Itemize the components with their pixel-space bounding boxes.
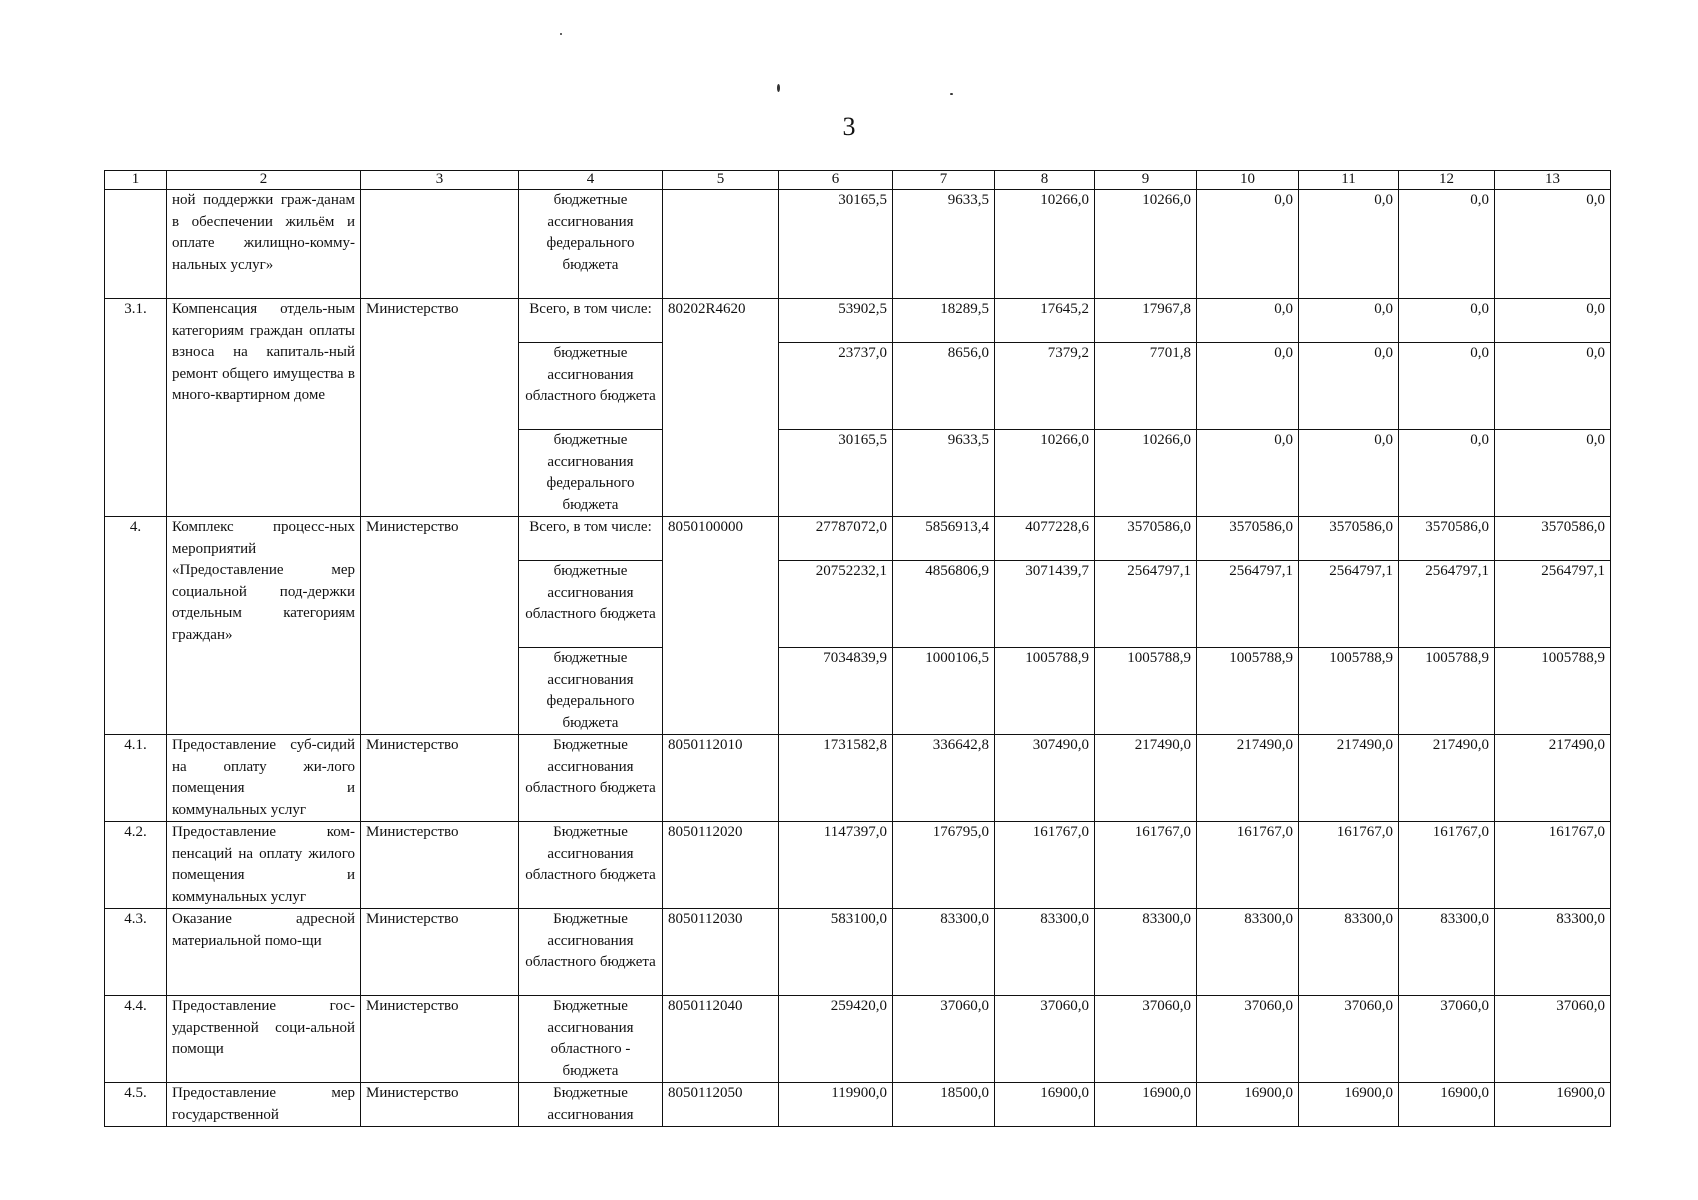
amount-cell: 83300,0	[893, 909, 995, 996]
budget-code: 8050112020	[663, 822, 779, 909]
funding-source: бюджетные ассигнования областного бюджета	[519, 343, 663, 430]
funding-source: бюджетные ассигнования федерального бюджета	[519, 190, 663, 299]
amount-cell: 5856913,4	[893, 517, 995, 561]
amount-cell: 3071439,7	[995, 561, 1095, 648]
amount-cell: 37060,0	[1095, 996, 1197, 1083]
funding-source: Всего, в том числе:	[519, 299, 663, 343]
amount-cell: 217490,0	[1197, 735, 1299, 822]
measure-name: Предоставление ком-пенсаций на оплату жилого помещения и коммунальных услуг	[167, 822, 361, 909]
col-header: 11	[1299, 171, 1399, 190]
amount-cell: 0,0	[1197, 190, 1299, 299]
amount-cell: 7379,2	[995, 343, 1095, 430]
scan-speck	[777, 84, 780, 92]
funding-source: Бюджетные ассигнования областного - бюджета	[519, 996, 663, 1083]
table-row	[105, 190, 1611, 299]
amount-cell: 0,0	[1299, 299, 1399, 343]
amount-cell: 161767,0	[1495, 822, 1611, 909]
amount-cell: 37060,0	[1197, 996, 1299, 1083]
amount-cell: 2564797,1	[1299, 561, 1399, 648]
amount-cell: 1005788,9	[1399, 648, 1495, 735]
executor: Министерство	[361, 517, 519, 735]
executor	[361, 190, 519, 299]
amount-cell: 4856806,9	[893, 561, 995, 648]
amount-cell: 16900,0	[1095, 1083, 1197, 1127]
budget-code: 8050112010	[663, 735, 779, 822]
amount-cell: 176795,0	[893, 822, 995, 909]
amount-cell: 16900,0	[1399, 1083, 1495, 1127]
amount-cell: 0,0	[1399, 430, 1495, 517]
table-row	[105, 735, 1611, 822]
budget-table	[104, 170, 1611, 1127]
budget-code	[663, 190, 779, 299]
table-row	[105, 517, 1611, 561]
funding-source: Всего, в том числе:	[519, 517, 663, 561]
amount-cell: 161767,0	[1299, 822, 1399, 909]
amount-cell: 2564797,1	[1095, 561, 1197, 648]
amount-cell: 30165,5	[779, 430, 893, 517]
amount-cell: 161767,0	[1197, 822, 1299, 909]
amount-cell: 1147397,0	[779, 822, 893, 909]
amount-cell: 83300,0	[1095, 909, 1197, 996]
amount-cell: 0,0	[1299, 190, 1399, 299]
row-number: 4.1.	[105, 735, 167, 822]
amount-cell: 7034839,9	[779, 648, 893, 735]
amount-cell: 1005788,9	[1299, 648, 1399, 735]
row-number	[105, 190, 167, 299]
amount-cell: 17967,8	[1095, 299, 1197, 343]
measure-name: Предоставление мер государственной	[167, 1083, 361, 1127]
amount-cell: 0,0	[1495, 299, 1611, 343]
executor: Министерство	[361, 299, 519, 517]
table-row	[105, 909, 1611, 996]
amount-cell: 161767,0	[995, 822, 1095, 909]
amount-cell: 16900,0	[995, 1083, 1095, 1127]
amount-cell: 16900,0	[1495, 1083, 1611, 1127]
amount-cell: 0,0	[1399, 299, 1495, 343]
budget-code: 8050100000	[663, 517, 779, 735]
amount-cell: 217490,0	[1495, 735, 1611, 822]
funding-source: бюджетные ассигнования областного бюджета	[519, 561, 663, 648]
amount-cell: 119900,0	[779, 1083, 893, 1127]
col-header: 2	[167, 171, 361, 190]
amount-cell: 217490,0	[1299, 735, 1399, 822]
executor: Министерство	[361, 735, 519, 822]
row-number: 4.5.	[105, 1083, 167, 1127]
amount-cell: 83300,0	[1399, 909, 1495, 996]
amount-cell: 9633,5	[893, 190, 995, 299]
amount-cell: 0,0	[1299, 430, 1399, 517]
amount-cell: 0,0	[1299, 343, 1399, 430]
amount-cell: 4077228,6	[995, 517, 1095, 561]
amount-cell: 1005788,9	[1197, 648, 1299, 735]
amount-cell: 37060,0	[1299, 996, 1399, 1083]
table-row	[105, 996, 1611, 1083]
budget-code: 80202R4620	[663, 299, 779, 517]
amount-cell: 83300,0	[1495, 909, 1611, 996]
amount-cell: 37060,0	[995, 996, 1095, 1083]
funding-source: Бюджетные ассигнования областного бюджета	[519, 909, 663, 996]
col-header: 8	[995, 171, 1095, 190]
header-row	[105, 171, 1611, 190]
col-header: 3	[361, 171, 519, 190]
amount-cell: 8656,0	[893, 343, 995, 430]
measure-name: Предоставление суб-сидий на оплату жи-лого помещения и коммунальных услуг	[167, 735, 361, 822]
amount-cell: 18500,0	[893, 1083, 995, 1127]
scan-speck	[950, 93, 953, 95]
amount-cell: 27787072,0	[779, 517, 893, 561]
table-row	[105, 1083, 1611, 1127]
col-header: 9	[1095, 171, 1197, 190]
measure-name: Оказание адресной материальной помо-щи	[167, 909, 361, 996]
amount-cell: 1005788,9	[995, 648, 1095, 735]
col-header: 7	[893, 171, 995, 190]
funding-source: бюджетные ассигнования федерального бюджета	[519, 430, 663, 517]
amount-cell: 0,0	[1197, 299, 1299, 343]
measure-name: ной поддержки граж-данам в обеспечении жильём и оплате жилищно-комму-нальных услуг»	[167, 190, 361, 299]
amount-cell: 0,0	[1495, 343, 1611, 430]
amount-cell: 23737,0	[779, 343, 893, 430]
amount-cell: 0,0	[1197, 430, 1299, 517]
amount-cell: 2564797,1	[1495, 561, 1611, 648]
budget-code: 8050112040	[663, 996, 779, 1083]
row-number: 4.4.	[105, 996, 167, 1083]
amount-cell: 37060,0	[1495, 996, 1611, 1083]
col-header: 13	[1495, 171, 1611, 190]
amount-cell: 3570586,0	[1299, 517, 1399, 561]
col-header: 5	[663, 171, 779, 190]
executor: Министерство	[361, 909, 519, 996]
funding-source: Бюджетные ассигнования	[519, 1083, 663, 1127]
amount-cell: 336642,8	[893, 735, 995, 822]
amount-cell: 0,0	[1399, 190, 1495, 299]
amount-cell: 16900,0	[1197, 1083, 1299, 1127]
amount-cell: 2564797,1	[1197, 561, 1299, 648]
col-header: 4	[519, 171, 663, 190]
col-header: 6	[779, 171, 893, 190]
amount-cell: 259420,0	[779, 996, 893, 1083]
funding-source: Бюджетные ассигнования областного бюджета	[519, 735, 663, 822]
amount-cell: 53902,5	[779, 299, 893, 343]
amount-cell: 30165,5	[779, 190, 893, 299]
amount-cell: 217490,0	[1095, 735, 1197, 822]
funding-source: бюджетные ассигнования федерального бюджета	[519, 648, 663, 735]
amount-cell: 583100,0	[779, 909, 893, 996]
amount-cell: 307490,0	[995, 735, 1095, 822]
row-number: 4.	[105, 517, 167, 735]
amount-cell: 2564797,1	[1399, 561, 1495, 648]
amount-cell: 83300,0	[1197, 909, 1299, 996]
table-row	[105, 299, 1611, 343]
col-header: 1	[105, 171, 167, 190]
budget-code: 8050112030	[663, 909, 779, 996]
measure-name: Комплекс процесс-ных мероприятий «Предоставление мер социальной под-держки отдельным категориям граждан»	[167, 517, 361, 735]
table-row	[105, 822, 1611, 909]
amount-cell: 17645,2	[995, 299, 1095, 343]
amount-cell: 161767,0	[1095, 822, 1197, 909]
amount-cell: 3570586,0	[1399, 517, 1495, 561]
amount-cell: 0,0	[1197, 343, 1299, 430]
amount-cell: 0,0	[1495, 430, 1611, 517]
row-number: 3.1.	[105, 299, 167, 517]
amount-cell: 0,0	[1495, 190, 1611, 299]
amount-cell: 37060,0	[1399, 996, 1495, 1083]
col-header: 12	[1399, 171, 1495, 190]
amount-cell: 217490,0	[1399, 735, 1495, 822]
col-header: 10	[1197, 171, 1299, 190]
amount-cell: 10266,0	[1095, 190, 1197, 299]
measure-name: Компенсация отдель-ным категориям граждан оплаты взноса на капиталь-ный ремонт общего имущества в много-квартирном доме	[167, 299, 361, 517]
row-number: 4.2.	[105, 822, 167, 909]
amount-cell: 83300,0	[995, 909, 1095, 996]
executor: Министерство	[361, 1083, 519, 1127]
measure-name: Предоставление гос-ударственной соци-альной помощи	[167, 996, 361, 1083]
executor: Министерство	[361, 996, 519, 1083]
amount-cell: 9633,5	[893, 430, 995, 517]
amount-cell: 10266,0	[995, 190, 1095, 299]
row-number: 4.3.	[105, 909, 167, 996]
amount-cell: 1005788,9	[1495, 648, 1611, 735]
amount-cell: 10266,0	[995, 430, 1095, 517]
amount-cell: 0,0	[1399, 343, 1495, 430]
amount-cell: 3570586,0	[1495, 517, 1611, 561]
amount-cell: 1005788,9	[1095, 648, 1197, 735]
amount-cell: 16900,0	[1299, 1083, 1399, 1127]
budget-code: 8050112050	[663, 1083, 779, 1127]
scan-speck	[560, 33, 562, 35]
amount-cell: 37060,0	[893, 996, 995, 1083]
amount-cell: 83300,0	[1299, 909, 1399, 996]
amount-cell: 1731582,8	[779, 735, 893, 822]
funding-source: Бюджетные ассигнования областного бюджета	[519, 822, 663, 909]
amount-cell: 1000106,5	[893, 648, 995, 735]
amount-cell: 18289,5	[893, 299, 995, 343]
amount-cell: 20752232,1	[779, 561, 893, 648]
executor: Министерство	[361, 822, 519, 909]
amount-cell: 3570586,0	[1095, 517, 1197, 561]
amount-cell: 10266,0	[1095, 430, 1197, 517]
amount-cell: 3570586,0	[1197, 517, 1299, 561]
amount-cell: 7701,8	[1095, 343, 1197, 430]
page-number: 3	[842, 112, 856, 141]
amount-cell: 161767,0	[1399, 822, 1495, 909]
